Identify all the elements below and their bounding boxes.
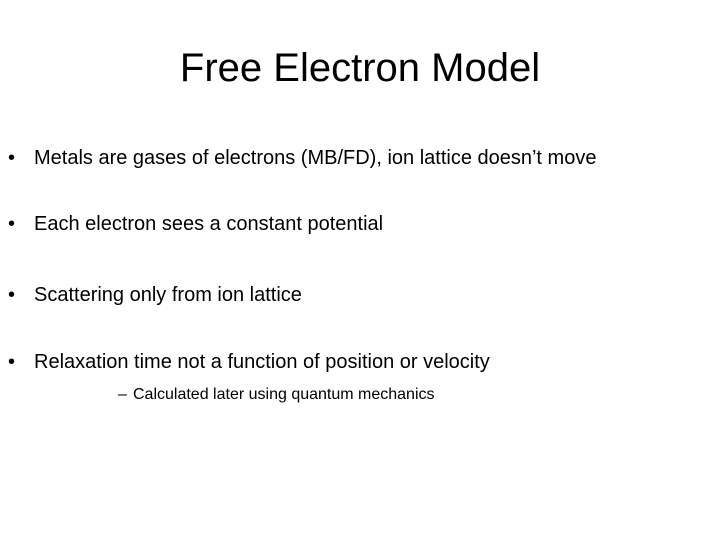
bullet-item: [8, 283, 302, 307]
sub-bullet-text: Calculated later using quantum mechanics: [133, 386, 435, 403]
bullet-glyph: •: [8, 147, 16, 169]
bullet-glyph: •: [8, 213, 16, 235]
bullet-glyph: •: [8, 351, 16, 373]
sub-bullet-item: [118, 385, 435, 405]
bullet-glyph: •: [8, 284, 16, 306]
bullet-text: Metals are gases of electrons (MB/FD), ion lattice doesn’t move: [34, 147, 597, 169]
bullet-text: Each electron sees a constant potential: [34, 213, 384, 235]
bullet-item: [8, 146, 596, 170]
bullet-item: [8, 350, 490, 374]
sub-bullet-glyph: –: [118, 386, 127, 403]
bullet-item: [8, 212, 383, 236]
slide-title: Free Electron Model: [179, 46, 541, 90]
bullet-text: Scattering only from ion lattice: [34, 284, 302, 306]
bullet-text: Relaxation time not a function of position or velocity: [34, 351, 490, 373]
